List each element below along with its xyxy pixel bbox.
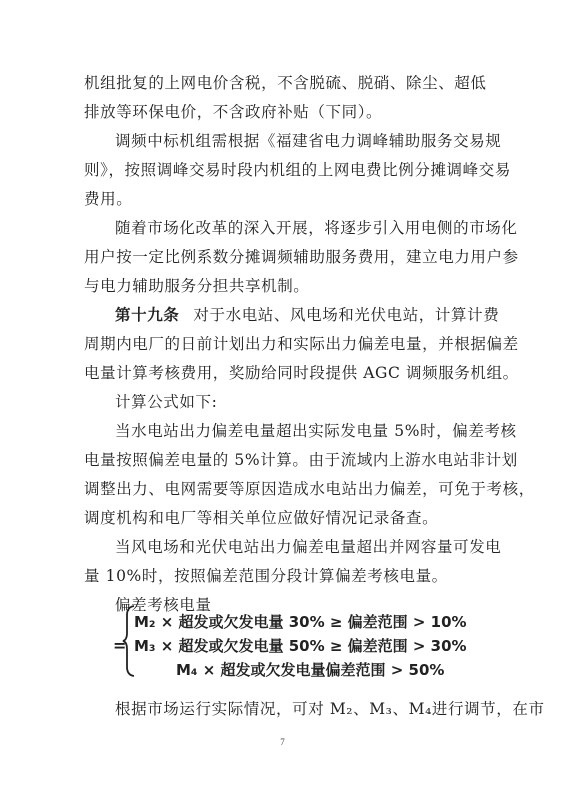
- paragraph-2-line-1: 调频中标机组需根据《福建省电力调峰辅助服务交易规: [115, 132, 502, 150]
- equals-sign: =: [113, 636, 127, 655]
- article-19-line-1: [115, 305, 499, 325]
- hydro-line-2: 电量按照偏差电量的 5%计算。由于流域内上游水电站非计划: [84, 451, 518, 469]
- equation-case-2: M₃ × 超发或欠发电量 50% ≥ 偏差范围 > 30%: [134, 637, 467, 655]
- equation-lhs: 偏差考核电量: [115, 596, 212, 614]
- article-19-line-3: 电量计算考核费用，奖励给同时段提供 AGC 调频服务机组。: [84, 364, 519, 382]
- paragraph-2-line-2: 则》，按照调峰交易时段内机组的上网电费比例分摊调峰交易: [84, 161, 511, 179]
- wind-line-1: 当风电场和光伏电站出力偏差电量超出并网容量可发电: [115, 538, 502, 556]
- paragraph-3-line-2: 用户按一定比例系数分摊调频辅助服务费用，建立电力用户参: [84, 248, 519, 266]
- equation-case-3: M₄ × 超发或欠发电量偏差范围 > 50%: [176, 661, 445, 679]
- article-19-line-1-text: 对于水电站、风电场和光伏电站，计算计费: [193, 306, 500, 324]
- wind-line-2: 量 10%时，按照偏差范围分段计算偏差考核电量。: [84, 567, 448, 585]
- hydro-line-1: 当水电站出力偏差电量超出实际发电量 5%时，偏差考核: [115, 422, 517, 440]
- formula-intro: 计算公式如下:: [115, 393, 218, 411]
- page-number: 7: [280, 737, 285, 747]
- article-heading: 第十九条: [115, 305, 180, 324]
- paragraph-3-line-3: 与电力辅助服务分担共享机制。: [84, 277, 310, 295]
- hydro-line-3: 调整出力、电网需要等原因造成水电站出力偏差，可免于考核，: [84, 480, 535, 498]
- last-line: 根据市场运行实际情况，可对 M₂、M₃、M₄进行调节，在市: [115, 700, 545, 718]
- paragraph-3-line-1: 随着市场化改革的深入开展，将逐步引入用电侧的市场化: [115, 219, 518, 237]
- paragraph-2-line-3: 费用。: [84, 190, 133, 208]
- equation-case-1: M₂ × 超发或欠发电量 30% ≥ 偏差范围 > 10%: [134, 613, 467, 631]
- paragraph-1-line-1: 机组批复的上网电价含税，不含脱硫、脱硝、除尘、超低: [84, 74, 487, 92]
- article-19-line-2: 周期内电厂的日前计划出力和实际出力偏差电量，并根据偏差: [84, 335, 519, 353]
- hydro-line-4: 调度机构和电厂等相关单位应做好情况记录备查。: [84, 509, 439, 527]
- paragraph-1-line-2: 排放等环保电价，不含政府补贴（下同）。: [84, 103, 383, 121]
